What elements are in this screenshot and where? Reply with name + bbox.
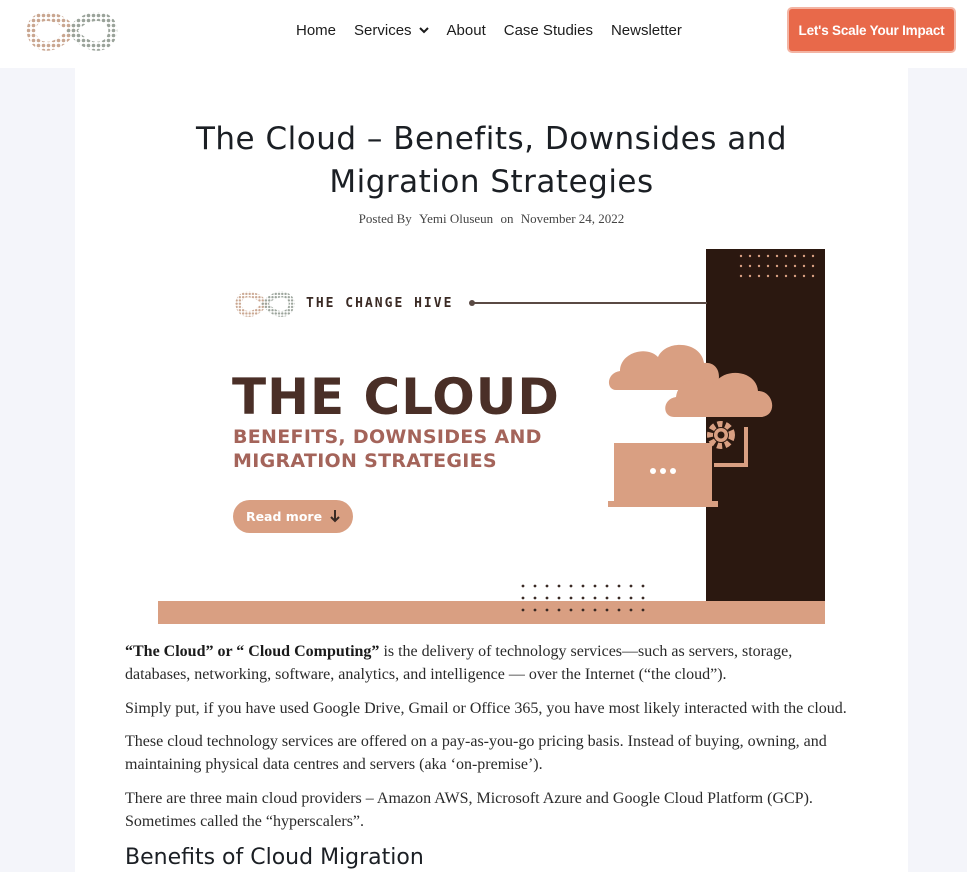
- featured-image: [158, 249, 825, 624]
- nav-about-label: About: [446, 21, 486, 39]
- hero-dot-grid-bottom: [520, 583, 650, 619]
- author-link[interactable]: Yemi Oluseun: [419, 211, 494, 226]
- nav-home-label: Home: [296, 21, 337, 39]
- title-line-2: Migration Strategies: [329, 164, 654, 200]
- nav-about[interactable]: [447, 22, 486, 39]
- nav-newsletter[interactable]: [611, 22, 682, 39]
- on-label: on: [500, 211, 514, 226]
- hero-subheadline: [233, 425, 542, 473]
- hero-sub-line-2: MIGRATION STRATEGIES: [233, 450, 497, 472]
- nav-case-studies-label: Case Studies: [503, 21, 593, 39]
- paragraph-pricing: These cloud technology services are offered on a pay-as-you-go pricing basis. Instead of buying, owning, and maintaining physical data centres and servers (aka ‘on-premise’).: [125, 733, 827, 773]
- hero-read-more-button: [233, 500, 353, 533]
- hero-headline: THE CLOUD: [232, 368, 560, 426]
- posted-by-label: Posted By: [358, 211, 412, 226]
- hero-dot-grid-top: [738, 253, 822, 287]
- hero-brand-name: THE CHANGE HIVE: [306, 296, 454, 311]
- chevron-down-icon: [419, 25, 429, 35]
- post-date: November 24, 2022: [520, 211, 625, 226]
- site-header: [0, 0, 967, 68]
- main-nav: [296, 0, 700, 60]
- title-line-1: The Cloud – Benefits, Downsides and: [195, 121, 788, 157]
- hero-sub-line-1: BENEFITS, DOWNSIDES AND: [233, 426, 542, 448]
- hero-brand-divider: [472, 302, 707, 304]
- nav-home[interactable]: [296, 22, 336, 39]
- nav-case-studies[interactable]: [504, 22, 593, 39]
- cloud-computing-illustration-icon: [606, 335, 786, 515]
- paragraph-simply-put: Simply put, if you have used Google Drive, Gmail or Office 365, you have most likely interacted with the cloud.: [125, 700, 847, 717]
- paragraph-intro: [125, 640, 855, 686]
- page-title: [75, 118, 908, 204]
- hero-read-more-label: Read more: [245, 509, 323, 524]
- nav-services-label: Services: [354, 21, 412, 39]
- intro-rest: is the delivery of technology services—such as servers, storage, databases, networking, software, analytics, and intelligence — over the Internet (“the cloud”).: [125, 643, 793, 683]
- infinity-logo-icon[interactable]: [26, 8, 118, 54]
- hero-infinity-logo-icon: [234, 289, 296, 319]
- nav-services[interactable]: [354, 22, 429, 39]
- article-card: [75, 68, 908, 872]
- intro-bold-term: “The Cloud” or “ Cloud Computing”: [125, 643, 380, 660]
- post-meta: [75, 211, 908, 227]
- arrow-down-icon: [330, 510, 340, 523]
- scale-impact-button[interactable]: Let's Scale Your Impact: [789, 9, 954, 51]
- paragraph-providers: There are three main cloud providers – Amazon AWS, Microsoft Azure and Google Cloud Platform (GCP). Sometimes called the “hyperscalers”.: [125, 790, 813, 830]
- nav-newsletter-label: Newsletter: [610, 21, 682, 39]
- section-heading-benefits: Benefits of Cloud Migration: [125, 845, 424, 870]
- hero-bottom-band-right: [706, 601, 825, 624]
